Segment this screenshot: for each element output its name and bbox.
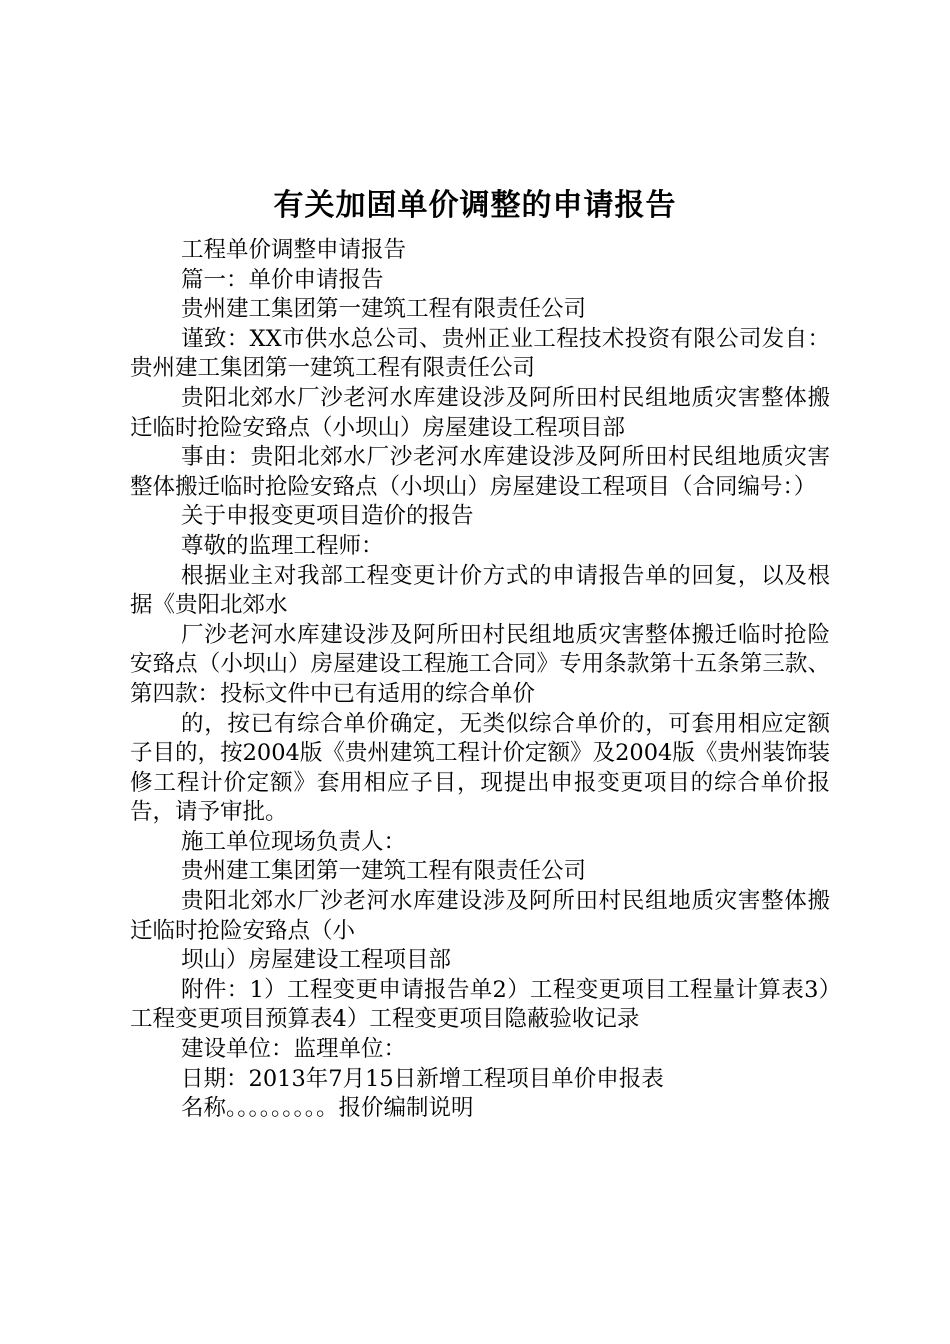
document-title: 有关加固单价调整的申请报告 xyxy=(273,188,677,223)
paragraph-chapter-one: 篇一：单价申请报告 xyxy=(181,266,384,293)
paragraph-company-name: 贵州建工集团第一建筑工程有限责任公司 xyxy=(181,296,587,323)
paragraph-attachments: 附件：1）工程变更申请报告单2）工程变更项目工程量计算表3）工程变更项目预算表4）工程变更项目隐蔽验收记录 xyxy=(130,976,830,1033)
paragraph-date: 日期：2013年7月15日新增工程项目单价申报表 xyxy=(181,1065,664,1092)
paragraph-report-about: 关于申报变更项目造价的报告 xyxy=(181,503,474,530)
paragraph-name-line: 名称。。。。。。。。。报价编制说明 xyxy=(181,1095,474,1122)
document-body xyxy=(130,236,830,1124)
paragraph-signature-project: 贵阳北郊水厂沙老河水库建设涉及阿所田村民组地质灾害整体搬迁临时抢险安臵点（小 xyxy=(130,888,830,944)
paragraph-units: 建设单位：监理单位： xyxy=(181,1036,407,1063)
paragraph-body-2: 厂沙老河水库建设涉及阿所田村民组地质灾害整体搬迁临时抢险安臵点（小坝山）房屋建设工程施工合同》专用条款第十五条第三款、第四款：投标文件中已有适用的综合单价 xyxy=(130,621,830,707)
paragraph-body-3: 的，按已有综合单价确定，无类似综合单价的，可套用相应定额子目的，按2004版《贵州建筑工程计价定额》及2004版《贵州装饰装修工程计价定额》套用相应子目，现提出申报变更项目的综合单价报告，请予审批。 xyxy=(130,710,830,826)
paragraph-salutation: 尊敬的监理工程师： xyxy=(181,532,384,559)
paragraph-report-heading: 工程单价调整申请报告 xyxy=(181,237,407,263)
paragraph-signature-company: 贵州建工集团第一建筑工程有限责任公司 xyxy=(181,858,587,885)
paragraph-site-manager: 施工单位现场负责人： xyxy=(181,828,407,855)
paragraph-recipient-sender: 谨致：XX市供水总公司、贵州正业工程技术投资有限公司发自：贵州建工集团第一建筑工程有限责任公司 xyxy=(130,325,830,382)
paragraph-subject: 事由：贵阳北郊水厂沙老河水库建设涉及阿所田村民组地质灾害整体搬迁临时抢险安臵点（小坝山）房屋建设工程项目（合同编号：） xyxy=(130,444,830,500)
paragraph-body-1: 根据业主对我部工程变更计价方式的申请报告单的回复，以及根据《贵阳北郊水 xyxy=(130,562,830,619)
paragraph-project-department: 贵阳北郊水厂沙老河水库建设涉及阿所田村民组地质灾害整体搬迁临时抢险安臵点（小坝山）房屋建设工程项目部 xyxy=(130,384,830,441)
paragraph-signature-project-cont: 坝山）房屋建设工程项目部 xyxy=(181,947,452,974)
